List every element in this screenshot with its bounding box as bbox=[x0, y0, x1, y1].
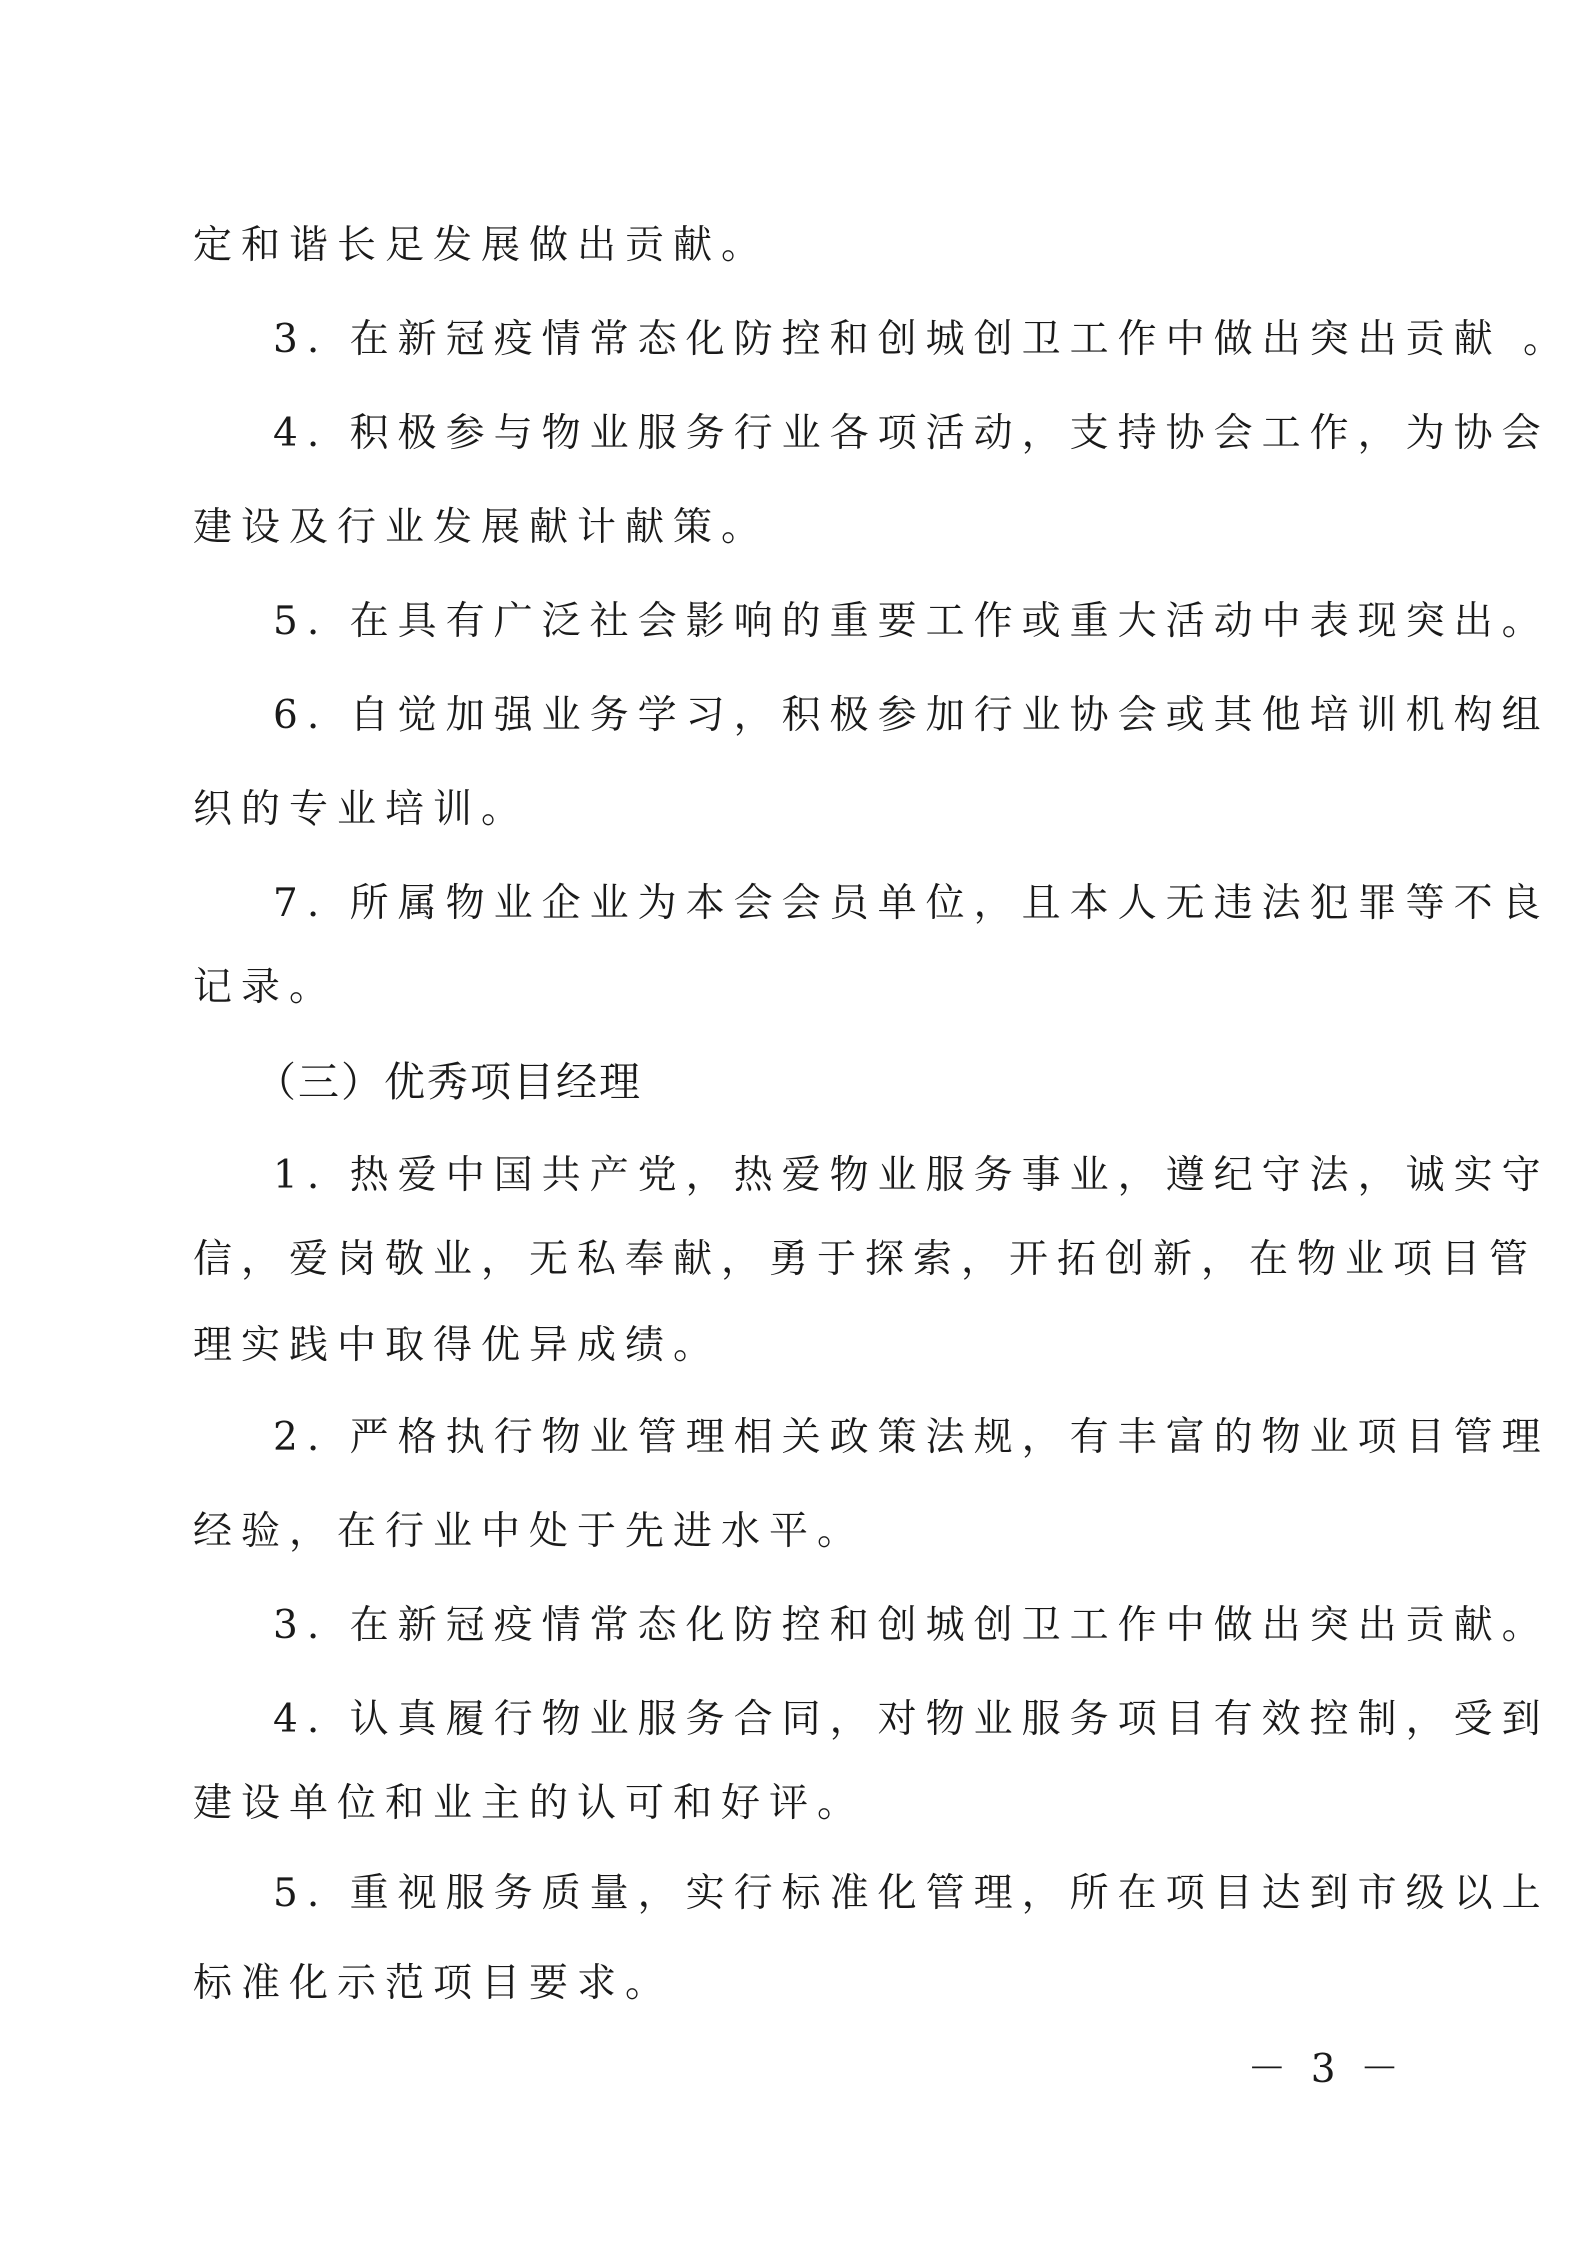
section-heading: （三）优秀项目经理 bbox=[255, 1058, 642, 1106]
paragraph-line: 建设及行业发展献计献策。 bbox=[193, 505, 770, 550]
paragraph-line: 经验，在行业中处于先进水平。 bbox=[193, 1509, 866, 1554]
paragraph-line: 3. 在新冠疫情常态化防控和创城创卫工作中做出突出贡献 。 bbox=[273, 317, 1572, 362]
paragraph-line: 7. 所属物业企业为本会会员单位，且本人无违法犯罪等不良 bbox=[273, 881, 1550, 926]
paragraph-line: 6. 自觉加强业务学习，积极参加行业协会或其他培训机构组 bbox=[273, 693, 1550, 738]
paragraph-line: 4. 积极参与物业服务行业各项活动，支持协会工作，为协会 bbox=[273, 411, 1550, 456]
paragraph-line: 建设单位和业主的认可和好评。 bbox=[193, 1781, 866, 1826]
paragraph-line: 理实践中取得优异成绩。 bbox=[193, 1323, 722, 1368]
paragraph-line: 1. 热爱中国共产党，热爱物业服务事业，遵纪守法，诚实守 bbox=[273, 1153, 1550, 1198]
paragraph-line: 信，爱岗敬业，无私奉献，勇于探索，开拓创新，在物业项目管 bbox=[193, 1237, 1538, 1282]
page-number: － 3 － bbox=[1247, 2047, 1405, 2092]
paragraph-line: 5. 在具有广泛社会影响的重要工作或重大活动中表现突出。 bbox=[273, 599, 1550, 644]
paragraph-line: 标准化示范项目要求。 bbox=[193, 1961, 674, 2006]
paragraph-line: 记录。 bbox=[193, 965, 338, 1010]
paragraph-line: 织的专业培训。 bbox=[193, 787, 530, 832]
paragraph-line: 5. 重视服务质量，实行标准化管理，所在项目达到市级以上 bbox=[273, 1871, 1550, 1916]
paragraph-line: 2. 严格执行物业管理相关政策法规，有丰富的物业项目管理 bbox=[273, 1415, 1550, 1460]
paragraph-line: 4. 认真履行物业服务合同，对物业服务项目有效控制，受到 bbox=[273, 1697, 1550, 1742]
paragraph-line: 定和谐长足发展做出贡献。 bbox=[193, 223, 770, 268]
paragraph-line: 3. 在新冠疫情常态化防控和创城创卫工作中做出突出贡献。 bbox=[273, 1603, 1550, 1648]
